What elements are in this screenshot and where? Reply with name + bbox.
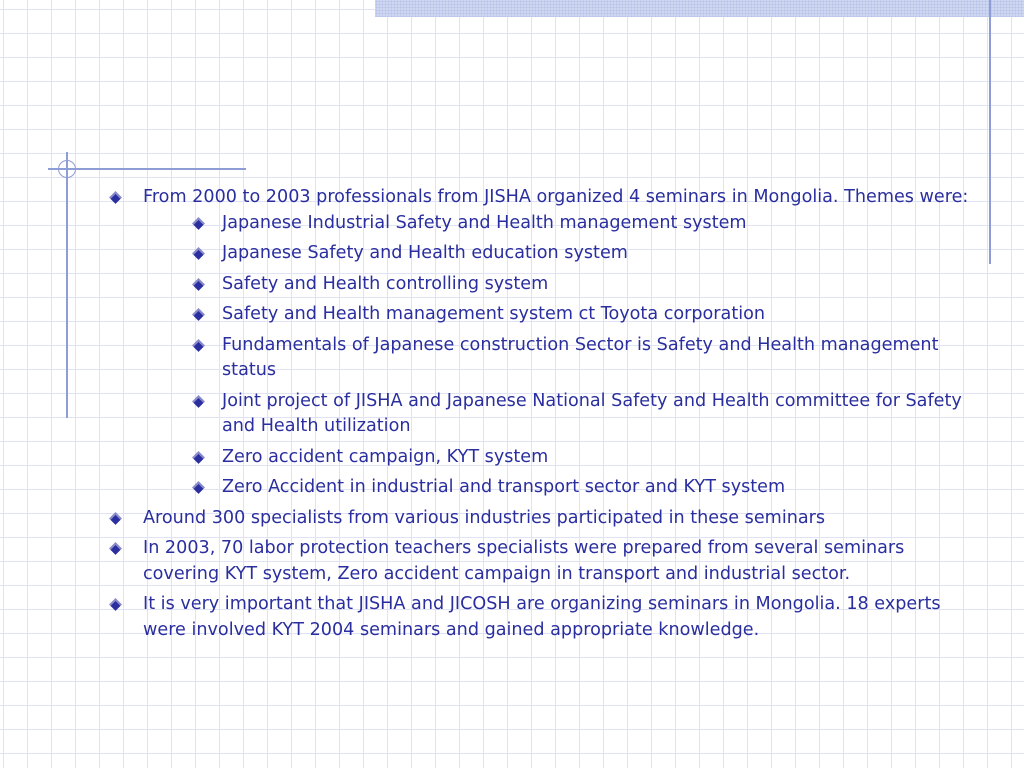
diamond-bullet-icon (192, 247, 205, 260)
diamond-bullet-icon (192, 481, 205, 494)
sub-list-item (177, 333, 970, 384)
sub-list-item-text: Joint project of JISHA and Japanese National Safety and Health committee for Safety and Health utilization (222, 390, 962, 436)
left-vertical-rule (66, 152, 68, 418)
sub-list-item-text: Japanese Industrial Safety and Health management system (222, 212, 747, 233)
diamond-bullet-icon (192, 217, 205, 230)
sub-list-item (177, 302, 970, 328)
corner-circle-ornament (58, 160, 76, 178)
diamond-bullet-icon (109, 542, 122, 555)
list-item (108, 506, 970, 532)
top-decorative-band (375, 0, 1024, 17)
list-item-text: In 2003, 70 labor protection teachers specialists were prepared from several seminars covering KYT system, Zero accident campaign in transport and industrial sector. (143, 538, 905, 584)
sub-list-item-text: Safety and Health management system ct Toyota corporation (222, 304, 766, 324)
slide-body (108, 185, 970, 648)
sub-list-item-text: Fundamentals of Japanese construction Sector is Safety and Health management status (222, 334, 939, 380)
diamond-bullet-icon (192, 308, 205, 321)
diamond-bullet-icon (192, 451, 205, 464)
bullet-list (108, 185, 970, 643)
list-item-text: Around 300 specialists from various industries participated in these seminars (143, 507, 826, 528)
sub-list-item (177, 389, 970, 440)
diamond-bullet-icon (109, 191, 122, 204)
diamond-bullet-icon (192, 395, 205, 408)
sub-list-item (177, 475, 970, 501)
list-item-text: From 2000 to 2003 professionals from JISHA organized 4 seminars in Mongolia. Themes were: (143, 187, 969, 207)
sub-list-item-text: Japanese Safety and Health education system (222, 243, 628, 263)
list-item (108, 592, 970, 643)
diamond-bullet-icon (192, 339, 205, 352)
right-vertical-rule (989, 0, 991, 264)
sub-list-item (177, 241, 970, 267)
diamond-bullet-icon (192, 278, 205, 291)
sub-list-item-text: Safety and Health controlling system (222, 273, 549, 294)
sub-list-item-text: Zero Accident in industrial and transport sector and KYT system (222, 477, 786, 497)
left-horizontal-rule (48, 168, 246, 170)
sub-list-item (177, 211, 970, 237)
list-item (108, 185, 970, 501)
sub-bullet-list (143, 211, 970, 501)
diamond-bullet-icon (109, 598, 122, 611)
diamond-bullet-icon (109, 512, 122, 525)
sub-list-item (177, 272, 970, 298)
sub-list-item (177, 445, 970, 471)
list-item-text: It is very important that JISHA and JICOSH are organizing seminars in Mongolia. 18 experts were involved KYT 2004 seminars and gained appropriate knowledge. (143, 594, 941, 640)
sub-list-item-text: Zero accident campaign, KYT system (222, 446, 549, 467)
list-item (108, 536, 970, 587)
